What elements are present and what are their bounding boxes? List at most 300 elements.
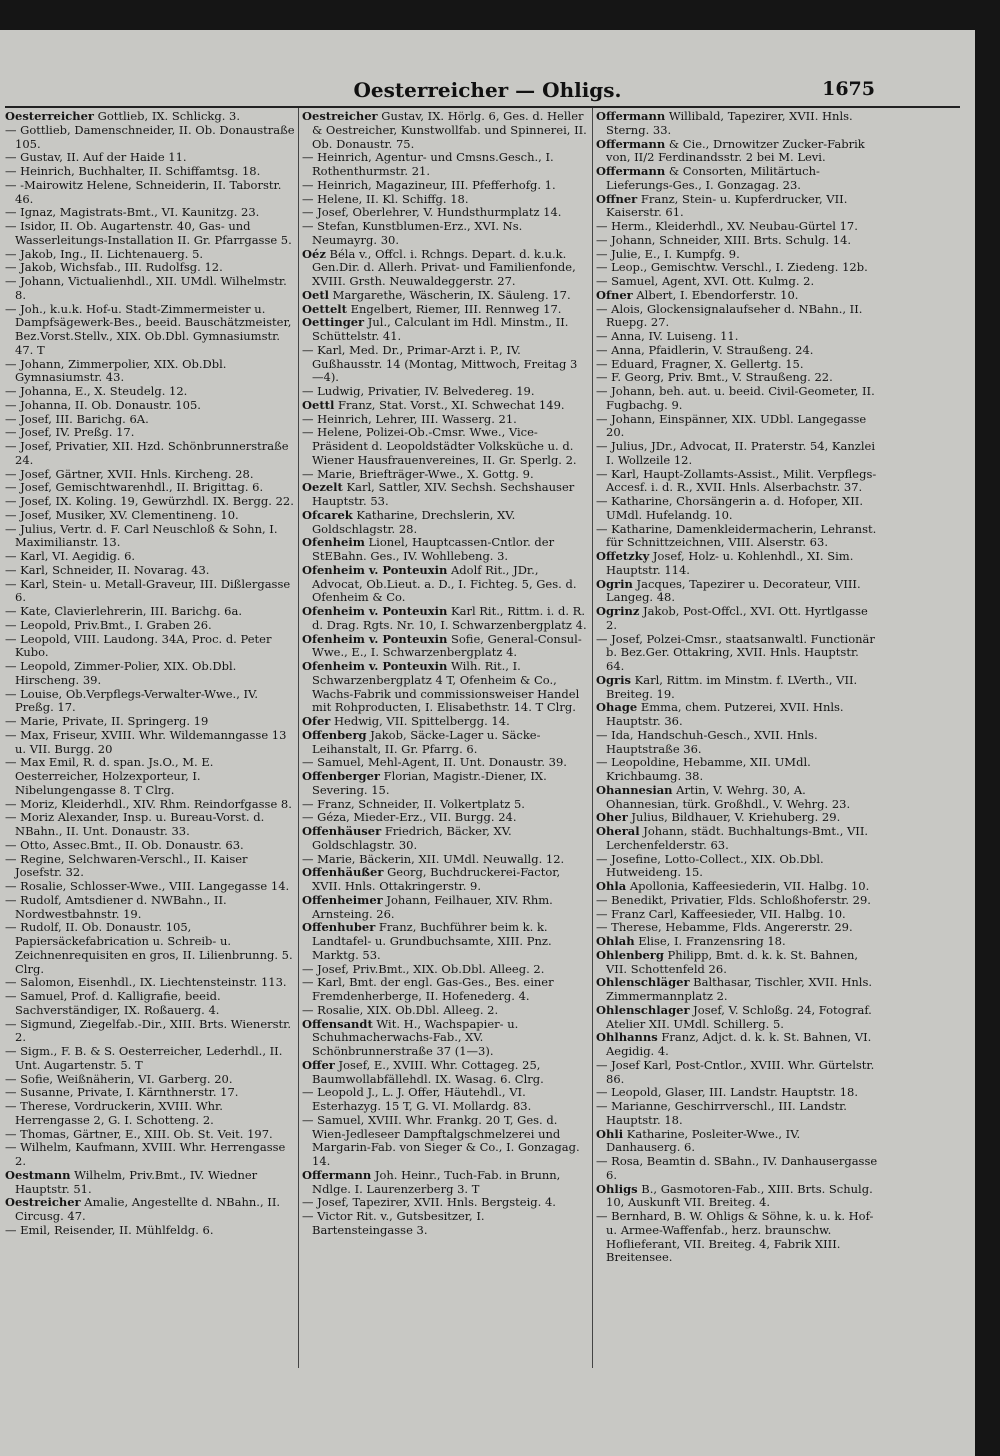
entry-text: — Samuel, XVIII. Whr. Frankg. 20 T, Ges. d. Wien-Jedleseer Dampftalgschmelzerei und Margarin-Fab. von Sieger & Co., I. Gonzagag. 14. <box>302 1112 580 1168</box>
directory-entry <box>596 633 878 674</box>
entry-text: — Julius, Vertr. d. F. Carl Neuschloß & Sohn, I. Maximilianstr. 13. <box>5 521 278 550</box>
entry-text: Albert, I. Ebendorferstr. 10. <box>632 287 799 302</box>
directory-entry <box>596 949 878 977</box>
entry-text: — Franz Carl, Kaffeesieder, VII. Halbg. 10. <box>596 906 846 921</box>
directory-entry <box>302 413 587 427</box>
directory-entry <box>5 426 295 440</box>
entry-text: — Rosalie, XIX. Ob.Dbl. Alleeg. 2. <box>302 1002 499 1017</box>
entry-text: — Bernhard, B. W. Ohligs & Söhne, k. u. k. Hof- u. Armee-Waffenfab., herz. braunschw. Hoflieferant, VII. Breiteg. 4, Fabrik XIII. Breitensee. <box>596 1209 874 1265</box>
entry-text: — Karl, VI. Aegidig. 6. <box>5 549 136 563</box>
entry-surname: Offermann <box>596 109 666 123</box>
entry-text: — Josef, Musiker, XV. Clementineng. 10. <box>5 507 239 522</box>
entry-text: — Josef, Oberlehrer, V. Hundsthurmplatz 14. <box>302 205 562 220</box>
entry-text: — Josef, III. Barichg. 6A. <box>5 411 149 426</box>
entry-surname: Oettl <box>302 397 335 412</box>
directory-entry <box>5 1224 295 1238</box>
entry-text: — Emil, Reisender, II. Mühlfeldg. 6. <box>5 1222 214 1237</box>
entry-text: — Victor Rit. v., Gutsbesitzer, I. Bartensteingasse 3. <box>302 1209 485 1237</box>
entry-surname: Ohlhanns <box>596 1030 658 1045</box>
directory-entry <box>596 935 878 949</box>
directory-entry <box>5 261 295 275</box>
directory-entry <box>302 1196 587 1210</box>
entry-text: — Regine, Selchwaren-Verschl., II. Kaiser Josefstr. 32. <box>5 851 248 880</box>
entry-surname: Oestreicher <box>5 1195 81 1210</box>
directory-entry <box>5 578 295 606</box>
entry-text: — Otto, Assec.Bmt., II. Ob. Donaustr. 63. <box>5 837 244 852</box>
entry-text: Franz, Adjct. d. k. k. St. Bahnen, VI. Aegidig. 4. <box>606 1030 872 1058</box>
entry-surname: Offenhäuser <box>302 824 382 838</box>
entry-surname: Ogrinz <box>596 604 640 618</box>
directory-entry <box>5 990 295 1018</box>
entry-text: — Anna, Pfaidlerin, V. Straußeng. 24. <box>596 342 814 357</box>
directory-entry <box>5 660 295 688</box>
entry-text: — Johanna, E., X. Steudelg. 12. <box>5 384 188 398</box>
directory-entry <box>5 220 295 248</box>
directory-entry <box>596 303 878 331</box>
entry-text: — Johann, Einspänner, XIX. UDbl. Langegasse 20. <box>596 411 867 440</box>
directory-entry <box>5 206 295 220</box>
directory-entry <box>302 1210 587 1238</box>
column-1 <box>5 110 295 1238</box>
entry-surname: Ofer <box>302 714 331 728</box>
directory-entry <box>596 811 878 825</box>
directory-entry <box>302 825 587 853</box>
entry-surname: Oettinger <box>302 315 365 330</box>
directory-entry <box>302 110 587 151</box>
entry-text: Sofie, General-Consul-Wwe., E., I. Schwarzenbergplatz 4. <box>312 631 582 660</box>
directory-entry <box>596 138 878 166</box>
entry-surname: Offer <box>302 1057 335 1072</box>
entry-text: Hedwig, VII. Spittelbergg. 14. <box>330 714 510 728</box>
entry-text: Karl Rit., Rittm. i. d. R. d. Drag. Rgts. Nr. 10, I. Schwarzenbergplatz 4. <box>312 604 587 632</box>
entry-text: — Josefine, Lotto-Collect., XIX. Ob.Dbl. Hutweideng. 15. <box>596 851 824 880</box>
directory-entry <box>596 523 878 551</box>
directory-entry <box>596 344 878 358</box>
entry-text: — Stefan, Kunstblumen-Erz., XVI. Ns. Neumayrg. 30. <box>302 219 523 247</box>
entry-surname: Ohlenschläger <box>596 975 690 990</box>
entry-text: — Moriz, Kleiderhdl., XIV. Rhm. Reindorfgasse 8. <box>5 796 292 811</box>
entry-text: Karl, Rittm. im Minstm. f. LVerth., VII. Breiteg. 19. <box>606 672 858 701</box>
entry-surname: Offermann <box>596 136 666 151</box>
directory-entry <box>302 536 587 564</box>
entry-text: — Josef, IX. Koling. 19, Gewürzhdl. IX. Bergg. 22. <box>5 494 294 508</box>
directory-entry <box>302 1018 587 1059</box>
directory-entry <box>302 729 587 757</box>
directory-entry <box>5 1045 295 1073</box>
directory-entry <box>596 1086 878 1100</box>
directory-entry <box>596 371 878 385</box>
entry-text: — Leopold, VIII. Laudong. 34A, Proc. d. Peter Kubo. <box>5 631 272 660</box>
directory-entry <box>302 605 587 633</box>
directory-entry <box>596 358 878 372</box>
entry-text: Apollonia, Kaffeesiederin, VII. Halbg. 10. <box>626 879 870 893</box>
entry-text: Amalie, Angestellte d. NBahn., II. Circusg. 47. <box>15 1195 281 1223</box>
entry-text: & Consorten, Militärtuch-Lieferungs-Ges., I. Gonzagag. 23. <box>606 164 820 192</box>
entry-surname: Ofenheim v. Ponteuxin <box>302 659 448 673</box>
directory-entry <box>5 1169 295 1197</box>
entry-text: — Gustav, II. Auf der Haide 11. <box>5 150 187 165</box>
entry-text: — Therese, Hebamme, Flds. Angererstr. 29. <box>596 920 853 935</box>
directory-entry <box>302 564 587 605</box>
directory-entry <box>596 495 878 523</box>
directory-entry <box>596 1059 878 1087</box>
directory-entry <box>5 481 295 495</box>
entry-text: — Thomas, Gärtner, E., XIII. Ob. St. Veit. 197. <box>5 1126 273 1141</box>
directory-entry <box>5 839 295 853</box>
entry-text: Georg, Buchdruckerei-Factor, XVII. Hnls. Ottakringerstr. 9. <box>312 865 561 893</box>
directory-entry <box>302 853 587 867</box>
entry-text: — Josef, IV. Preßg. 17. <box>5 425 135 440</box>
directory-entry <box>5 605 295 619</box>
entry-surname: Offenberg <box>302 727 367 742</box>
directory-entry <box>302 481 587 509</box>
entry-text: — Ida, Handschuh-Gesch., XVII. Hnls. Hauptstraße 36. <box>596 727 818 756</box>
directory-entry <box>302 385 587 399</box>
directory-entry <box>302 921 587 962</box>
entry-text: — Johanna, II. Ob. Donaustr. 105. <box>5 397 201 412</box>
column-divider <box>592 108 593 1368</box>
entry-text: — Johann, Zimmerpolier, XIX. Ob.Dbl. Gymnasiumstr. 43. <box>5 356 227 385</box>
entry-text: Franz, Buchführer beim k. k. Landtafel- u. Grundbuchsamte, XIII. Pnz. Marktg. 53. <box>312 920 552 962</box>
entry-surname: Offenhäußer <box>302 865 384 880</box>
entry-surname: Ofenheim <box>302 535 365 550</box>
entry-text: Jakob, Post-Offcl., XVI. Ott. Hyrtlgasse 2. <box>606 604 868 632</box>
column-divider <box>298 108 299 1368</box>
entry-text: Wilh. Rit., I. Schwarzenbergplatz 4 T, Ofenheim & Co., Wachs-Fabrik und commissionsweiser Handel mit Rohproducten, I. Elisabethstr. 14. T Clrg. <box>312 659 580 715</box>
entry-surname: Ofenheim v. Ponteuxin <box>302 631 448 646</box>
directory-entry <box>302 426 587 467</box>
directory-entry <box>596 908 878 922</box>
directory-entry <box>5 619 295 633</box>
directory-entry <box>302 633 587 661</box>
entry-text: — Jakob, Wichsfab., III. Rudolfsg. 12. <box>5 260 223 275</box>
entry-surname: Ofenheim v. Ponteuxin <box>302 604 448 618</box>
entry-text: Artin, V. Wehrg. 30, A. Ohannesian, türk. Großhdl., V. Wehrg. 23. <box>606 782 851 811</box>
entry-text: — Susanne, Private, I. Kärnthnerstr. 17. <box>5 1085 239 1100</box>
directory-entry <box>5 358 295 386</box>
entry-text: — Josef, Gemischtwarenhdl., II. Brigittag. 6. <box>5 480 264 495</box>
directory-entry <box>302 798 587 812</box>
entry-text: — Louise, Ob.Verpflegs-Verwalter-Wwe., IV. Preßg. 17. <box>5 686 259 715</box>
entry-text: Emma, chem. Putzerei, XVII. Hnls. Hauptstr. 36. <box>606 700 844 728</box>
entry-surname: Oestmann <box>5 1167 71 1182</box>
directory-entry <box>596 165 878 193</box>
directory-entry <box>596 289 878 303</box>
entry-surname: Oesterreicher <box>5 109 94 123</box>
entry-text: Johann, städt. Buchhaltungs-Bmt., VII. Lerchenfelderstr. 63. <box>606 824 869 852</box>
entry-text: Adolf Rit., JDr., Advocat, Ob.Lieut. a. D., I. Fichteg. 5, Ges. d. Ofenheim & Co. <box>312 562 577 605</box>
directory-entry <box>5 151 295 165</box>
directory-entry <box>5 413 295 427</box>
entry-text: — Karl, Schneider, II. Novarag. 43. <box>5 562 210 577</box>
entry-text: — Ludwig, Privatier, IV. Belvedereg. 19. <box>302 384 535 398</box>
directory-entry <box>5 179 295 207</box>
entry-text: — Wilhelm, Kaufmann, XVIII. Whr. Herrengasse 2. <box>5 1140 286 1168</box>
entry-text: Karl, Sattler, XIV. Sechsh. Sechshauser Hauptstr. 53. <box>312 480 575 508</box>
entry-text: — Franz, Schneider, II. Volkertplatz 5. <box>302 796 525 811</box>
directory-entry <box>302 894 587 922</box>
directory-entry <box>596 605 878 633</box>
directory-entry <box>302 316 587 344</box>
directory-entry <box>5 921 295 976</box>
directory-entry <box>5 1018 295 1046</box>
entry-surname: Ohla <box>596 879 627 893</box>
entry-surname: Ofcarek <box>302 507 353 522</box>
directory-entry <box>596 413 878 441</box>
entry-surname: Oher <box>596 810 628 825</box>
entry-text: — Leopold J., L. J. Offer, Häutehdl., VI. Esterhazyg. 15 T, G. VI. Mollardg. 83. <box>302 1085 532 1113</box>
entry-surname: Oheral <box>596 824 640 838</box>
entry-text: Engelbert, Riemer, III. Rennweg 17. <box>346 301 562 316</box>
directory-entry <box>596 825 878 853</box>
entry-text: — Rudolf, II. Ob. Donaustr. 105, Papiersäckefabrication u. Schreib- u. Zeichnenrequisiten en gros, II. Lilienbrunng. 5. Clrg. <box>5 920 293 976</box>
entry-text: — Ignaz, Magistrats-Bmt., VI. Kaunitzg. 23. <box>5 205 260 220</box>
column-3 <box>596 110 878 1265</box>
directory-entry <box>302 1086 587 1114</box>
column-2 <box>302 110 587 1238</box>
directory-entry <box>5 633 295 661</box>
entry-text: — Therese, Vordruckerin, XVIII. Whr. Herrengasse 2, G. I. Schotteng. 2. <box>5 1099 223 1127</box>
directory-entry <box>596 853 878 881</box>
directory-entry <box>5 1073 295 1087</box>
entry-text: — Leopold, Zimmer-Polier, XIX. Ob.Dbl. Hirscheng. 39. <box>5 659 237 687</box>
entry-text: Josef, E., XVIII. Whr. Cottageg. 25, Baumwollabfällehdl. IX. Wasag. 6. Clrg. <box>312 1057 544 1086</box>
entry-text: — Eduard, Fragner, X. Gellertg. 15. <box>596 356 804 371</box>
entry-text: — Herm., Kleiderhdl., XV. Neubau-Gürtel 17. <box>596 219 858 233</box>
entry-text: Jul., Calculant im Hdl. Minstm., II. Schüttelstr. 41. <box>312 315 569 343</box>
directory-entry <box>596 880 878 894</box>
entry-text: — Anna, IV. Luiseng. 11. <box>596 329 739 343</box>
directory-entry <box>5 756 295 797</box>
entry-text: Gustav, IX. Hörlg. 6, Ges. d. Heller & Oestreicher, Kunstwollfab. und Spinnerei, II. Ob. Donaustr. 75. <box>312 109 587 151</box>
directory-entry <box>302 303 587 317</box>
entry-text: — Jakob, Ing., II. Lichtenauerg. 5. <box>5 246 204 261</box>
entry-text: — Heinrich, Buchhalter, II. Schiffamtsg. 18. <box>5 164 261 178</box>
entry-text: Katharine, Posleiter-Wwe., IV. Danhauserg. 6. <box>606 1126 801 1155</box>
entry-text: — Isidor, II. Ob. Augartenstr. 40, Gas- und Wasserleitungs-Installation II. Gr. Pfarrgasse 5. <box>5 219 292 247</box>
entry-text: Franz, Stat. Vorst., XI. Schwechat 149. <box>334 397 565 412</box>
directory-entry <box>302 1004 587 1018</box>
directory-entry <box>5 399 295 413</box>
directory-entry <box>5 894 295 922</box>
directory-entry <box>596 1155 878 1183</box>
directory-entry <box>596 1128 878 1156</box>
directory-entry <box>5 729 295 757</box>
entry-text: — Katharine, Damenkleidermacherin, Lehranst. für Schnittzeichnen, VIII. Alserstr. 63. <box>596 521 877 550</box>
directory-entry <box>302 289 587 303</box>
directory-entry <box>5 124 295 152</box>
entry-text: Katharine, Drechslerin, XV. Goldschlagstr. 28. <box>312 507 516 536</box>
entry-text: — Karl, Bmt. der engl. Gas-Ges., Bes. einer Fremdenherberge, II. Hofenederg. 4. <box>302 975 554 1003</box>
entry-text: Jacques, Tapezirer u. Decorateur, VIII. Langeg. 48. <box>606 576 861 605</box>
entry-text: — Samuel, Prof. d. Kalligrafie, beeid. Sachverständiger, IX. Roßauerg. 4. <box>5 989 221 1017</box>
directory-entry <box>302 811 587 825</box>
directory-entry <box>596 234 878 248</box>
directory-entry <box>302 344 587 385</box>
directory-entry <box>596 468 878 496</box>
directory-entry <box>5 248 295 262</box>
directory-entry <box>5 1128 295 1142</box>
directory-entry <box>5 385 295 399</box>
directory-entry <box>596 330 878 344</box>
header-rule <box>5 106 960 108</box>
directory-entry <box>596 1031 878 1059</box>
entry-text: — Joh., k.u.k. Hof-u. Stadt-Zimmermeister u. Dampfsägewerk-Bes., beeid. Bauschätzmeister, Bez.Vorst.Stellv., XIX. Ob.Dbl. Gymnasiumstr. 47. T <box>5 301 292 357</box>
entry-text: — Leop., Gemischtw. Verschl., I. Ziedeng. 12b. <box>596 260 868 275</box>
entry-text: — Kate, Clavierlehrerin, III. Barichg. 6a. <box>5 604 243 618</box>
directory-entry <box>302 179 587 193</box>
entry-text: — Julius, JDr., Advocat, II. Praterstr. 54, Kanzlei I. Wollzeile 12. <box>596 439 875 467</box>
directory-entry <box>596 756 878 784</box>
directory-entry <box>302 976 587 1004</box>
directory-entry <box>596 550 878 578</box>
entry-surname: Offermann <box>596 164 666 178</box>
entry-text: Margarethe, Wäscherin, IX. Säuleng. 17. <box>329 287 571 302</box>
directory-entry <box>302 756 587 770</box>
directory-entry <box>5 165 295 179</box>
entry-surname: Offermann <box>302 1167 372 1182</box>
entry-text: Josef, V. Schloßg. 24, Fotograf. Atelier XII. UMdl. Schillerg. 5. <box>606 1002 872 1031</box>
entry-text: — Rosa, Beamtin d. SBahn., IV. Danhausergasse 6. <box>596 1154 878 1182</box>
entry-text: — Heinrich, Agentur- und Cmsns.Gesch., I. Rothenthurmstr. 21. <box>302 150 554 178</box>
entry-text: — Heinrich, Lehrer, III. Wasserg. 21. <box>302 411 517 426</box>
entry-text: — Karl, Med. Dr., Primar-Arzt i. P., IV. Gußhausstr. 14 (Montag, Mittwoch, Freitag 3—4). <box>302 342 578 385</box>
directory-entry <box>5 715 295 729</box>
entry-text: — Sigmund, Ziegelfab.-Dir., XIII. Brts. Wienerstr. 2. <box>5 1016 292 1045</box>
entry-text: — Marie, Private, II. Springerg. 19 <box>5 714 209 728</box>
directory-entry <box>596 385 878 413</box>
directory-entry <box>5 495 295 509</box>
directory-entry <box>596 729 878 757</box>
entry-text: — Rudolf, Amtsdiener d. NWBahn., II. Nordwestbahnstr. 19. <box>5 892 227 921</box>
entry-text: — Marie, Bäckerin, XII. UMdl. Neuwallg. 12. <box>302 851 565 866</box>
entry-text: — Sigm., F. B. & S. Oesterreicher, Lederhdl., II. Unt. Augartenstr. 5. T <box>5 1044 283 1072</box>
entry-surname: Ohli <box>596 1126 624 1141</box>
entry-surname: Ohannesian <box>596 782 673 797</box>
directory-entry <box>302 866 587 894</box>
directory-entry <box>5 303 295 358</box>
entry-text: Florian, Magistr.-Diener, IX. Severing. 15. <box>312 769 547 797</box>
directory-entry <box>302 399 587 413</box>
entry-text: Wilhelm, Priv.Bmt., IV. Wiedner Hauptstr. 51. <box>15 1167 258 1196</box>
directory-entry <box>596 261 878 275</box>
entry-surname: Ohligs <box>596 1181 638 1196</box>
entry-surname: Ohlenschlager <box>596 1002 690 1017</box>
entry-surname: Oettelt <box>302 301 347 316</box>
directory-entry <box>5 1141 295 1169</box>
directory-entry <box>596 894 878 908</box>
entry-surname: Ofenheim v. Ponteuxin <box>302 562 448 577</box>
directory-entry <box>302 770 587 798</box>
entry-text: — Marie, Briefträger-Wwe., X. Gottg. 9. <box>302 466 534 481</box>
directory-entry <box>596 248 878 262</box>
entry-text: Wit. H., Wachspapier- u. Schuhmacherwachs-Fab., XV. Schönbrunnerstraße 37 (1—3). <box>312 1016 519 1058</box>
entry-text: — Leopold, Glaser, III. Landstr. Hauptstr. 18. <box>596 1085 859 1100</box>
entry-surname: Ofner <box>596 287 633 302</box>
entry-text: — Rosalie, Schlosser-Wwe., VIII. Langegasse 14. <box>5 879 290 893</box>
directory-entry <box>5 468 295 482</box>
directory-entry <box>302 193 587 207</box>
directory-entry <box>302 1169 587 1197</box>
entry-text: — Samuel, Agent, XVI. Ott. Kulmg. 2. <box>596 274 815 288</box>
directory-entry <box>5 440 295 468</box>
entry-text: — Josef, Privatier, XII. Hzd. Schönbrunnerstraße 24. <box>5 439 289 467</box>
entry-text: — Leopold, Priv.Bmt., I. Graben 26. <box>5 617 212 632</box>
entry-text: — Helene, Polizei-Ob.-Cmsr. Wwe., Vice-Präsident d. Leopoldstädter Volksküche u. d. Wiener Hausfrauenvereines, II. Gr. Sperlg. 2. <box>302 425 577 467</box>
directory-entry <box>5 688 295 716</box>
entry-text: — Sofie, Weißnäherin, VI. Garberg. 20. <box>5 1071 233 1086</box>
entry-text: — Leopoldine, Hebamme, XII. UMdl. Krichbaumg. 38. <box>596 755 811 783</box>
entry-text: & Cie., Drnowitzer Zucker-Fabrik von, II/2 Ferdinandsstr. 2 bei M. Levi. <box>606 136 865 165</box>
directory-entry <box>302 220 587 248</box>
entry-surname: Ohlenberg <box>596 947 664 962</box>
directory-entry <box>596 784 878 812</box>
directory-entry <box>596 1100 878 1128</box>
entry-text: — Max Emil, R. d. span. Js.O., M. E. Oesterreicher, Holzexporteur, I. Nibelungengasse 8. T Clrg. <box>5 755 214 797</box>
directory-entry <box>5 1100 295 1128</box>
directory-entry <box>596 275 878 289</box>
directory-entry <box>596 440 878 468</box>
entry-surname: Ogrin <box>596 576 633 591</box>
entry-text: — Josef, Priv.Bmt., XIX. Ob.Dbl. Alleeg. 2. <box>302 961 545 976</box>
entry-text: Jakob, Säcke-Lager u. Säcke-Leihanstalt, II. Gr. Pfarrg. 6. <box>312 727 541 756</box>
directory-entry <box>5 1086 295 1100</box>
directory-entry <box>596 674 878 702</box>
entry-text: Friedrich, Bäcker, XV. Goldschlagstr. 30. <box>312 824 512 852</box>
entry-text: Béla v., Offcl. i. Rchngs. Depart. d. k.u.k. Gen.Dir. d. Allerh. Privat- und Familienfonde, XVIII. Grsth. Neuwaldeggerstr. 27. <box>312 246 576 288</box>
entry-text: Philipp, Bmt. d. k. k. St. Bahnen, VII. Schottenfeld 26. <box>606 947 859 976</box>
directory-entry <box>596 921 878 935</box>
directory-entry <box>5 275 295 303</box>
directory-entry <box>596 701 878 729</box>
directory-entry <box>596 193 878 221</box>
entry-text: — Marianne, Geschirrverschl., III. Landstr. Hauptstr. 18. <box>596 1099 847 1127</box>
directory-entry <box>5 811 295 839</box>
directory-entry <box>5 509 295 523</box>
entry-text: — Heinrich, Magazineur, III. Pfefferhofg. 1. <box>302 177 556 192</box>
entry-surname: Oezelt <box>302 480 343 495</box>
entry-text: Balthasar, Tischler, XVII. Hnls. Zimmermannplatz 2. <box>606 975 873 1003</box>
entry-text: — Karl, Stein- u. Metall-Graveur, III. Dißlergasse 6. <box>5 576 291 605</box>
directory-entry <box>596 976 878 1004</box>
entry-text: Elise, I. Franzensring 18. <box>634 934 786 948</box>
entry-text: — Benedikt, Privatier, Flds. Schloßhoferstr. 29. <box>596 892 871 907</box>
entry-surname: Oetl <box>302 287 330 302</box>
entry-text: — Josef, Gärtner, XVII. Hnls. Kircheng. 28. <box>5 466 254 481</box>
directory-entry <box>596 110 878 138</box>
entry-text: Lionel, Hauptcassen-Cntlor. der StEBahn. Ges., IV. Wohllebeng. 3. <box>312 535 555 563</box>
directory-entry <box>5 853 295 881</box>
entry-text: B., Gasmotoren-Fab., XIII. Brts. Schulg. 10, Auskunft VII. Breiteg. 4. <box>606 1181 873 1210</box>
entry-text: — Salomon, Eisenhdl., IX. Liechtensteinstr. 113. <box>5 975 287 990</box>
directory-entry <box>5 564 295 578</box>
directory-entry <box>5 550 295 564</box>
entry-text: — Johann, Schneider, XIII. Brts. Schulg. 14. <box>596 232 852 247</box>
entry-text: — Josef, Tapezirer, XVII. Hnls. Bergsteig. 4. <box>302 1195 556 1210</box>
entry-text: — Josef Karl, Post-Cntlor., XVIII. Whr. Gürtelstr. 86. <box>596 1057 875 1086</box>
entry-text: — Moriz Alexander, Insp. u. Bureau-Vorst. d. NBahn., II. Unt. Donaustr. 33. <box>5 810 265 838</box>
entry-text: Julius, Bildhauer, V. Kriehuberg. 29. <box>627 810 841 825</box>
entry-text: — Johann, Victualienhdl., XII. UMdl. Wilhelmstr. 8. <box>5 274 287 302</box>
directory-entry <box>302 1114 587 1169</box>
entry-text: Franz, Stein- u. Kupferdrucker, VII. Kaiserstr. 61. <box>606 191 848 220</box>
entry-text: — Samuel, Mehl-Agent, II. Unt. Donaustr. 39. <box>302 755 567 770</box>
entry-text: — Josef, Polzei-Cmsr., staatsanwaltl. Functionär b. Bez.Ger. Ottakring, XVII. Hnls. Hauptstr. 64. <box>596 631 875 673</box>
directory-entry <box>5 110 295 124</box>
entry-text: — Helene, II. Kl. Schiffg. 18. <box>302 191 469 206</box>
directory-entry <box>596 578 878 606</box>
entry-text: Joh. Heinr., Tuch-Fab. in Brunn, Ndlge. I. Laurenzerberg 3. T <box>312 1167 561 1196</box>
